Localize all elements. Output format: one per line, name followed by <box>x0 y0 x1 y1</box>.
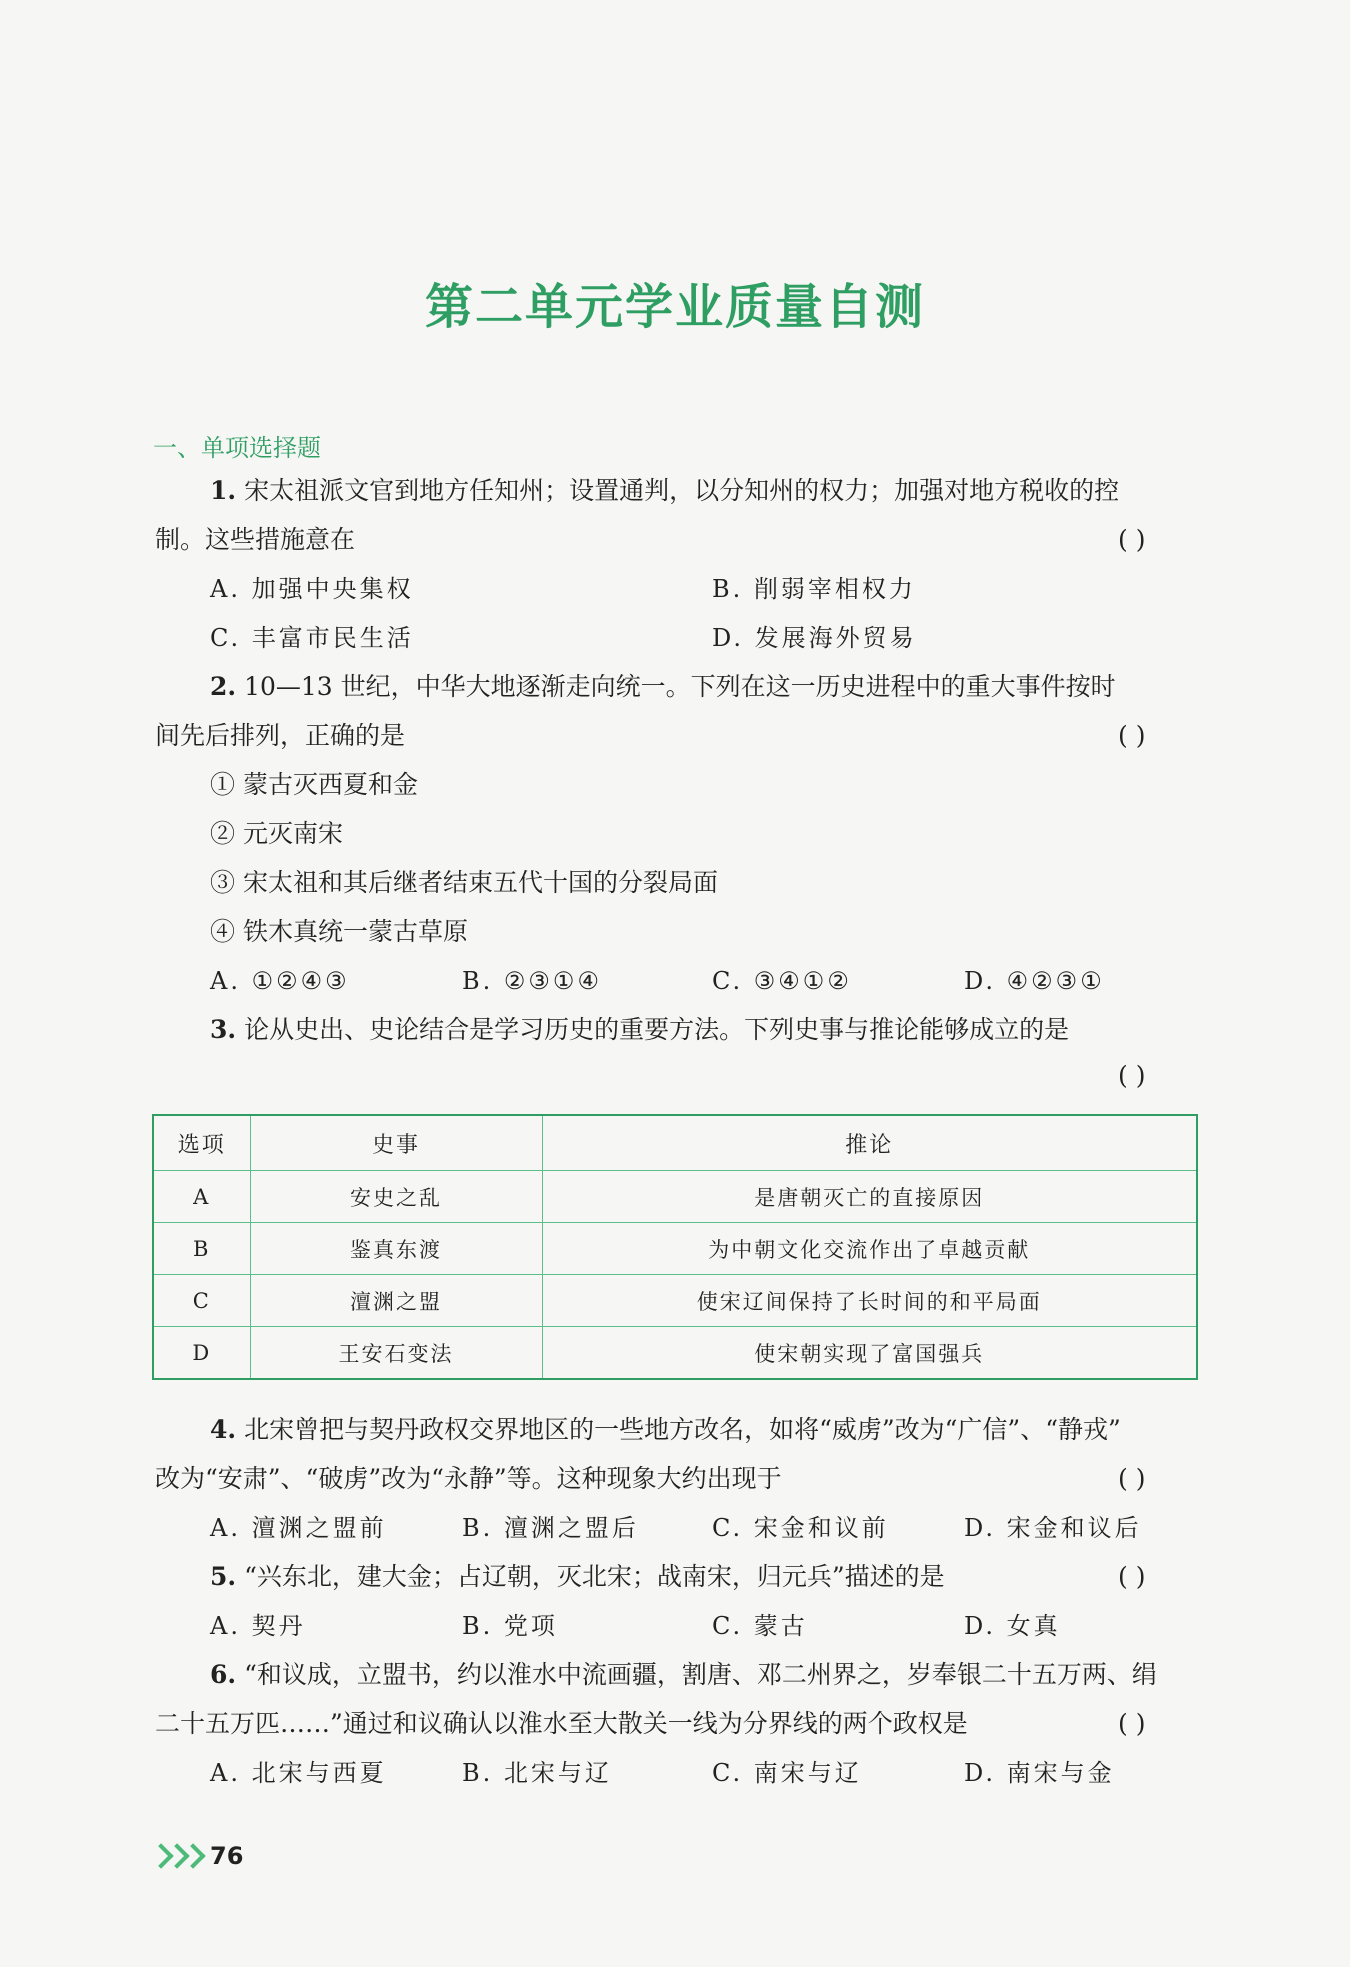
question-number: 5. <box>210 1562 237 1591</box>
option-c: C. 丰富市民生活 <box>210 624 414 652</box>
option-a: A. 加强中央集权 <box>210 575 414 603</box>
question-text: 宋太祖派文官到地方任知州；设置通判，以分知州的权力；加强对地方税收的控 <box>244 476 1120 505</box>
header-event: 史事 <box>250 1116 542 1171</box>
table <box>154 1116 1196 1378</box>
option-c: C. ③④①② <box>712 967 852 995</box>
header-option: 选项 <box>154 1116 250 1171</box>
cell-event: 澶渊之盟 <box>250 1275 542 1327</box>
page-number: 76 <box>210 1842 244 1870</box>
table-row <box>154 1223 1196 1275</box>
question-1-line-1 <box>210 474 1119 508</box>
question-4-line-2: 改为“安肃”、“破虏”改为“永静”等。这种现象大约出现于 <box>155 1464 782 1493</box>
question-number: 2. <box>210 672 237 701</box>
event-item-1: ① 蒙古灭西夏和金 <box>210 770 418 799</box>
question-6-line-1 <box>210 1658 1157 1692</box>
table-row <box>154 1171 1196 1223</box>
option-b: B. 澶渊之盟后 <box>462 1514 639 1542</box>
question-2-line-1 <box>210 670 1116 704</box>
option-b: B. 党项 <box>462 1612 558 1640</box>
history-table <box>152 1114 1198 1380</box>
event-item-3: ③ 宋太祖和其后继者结束五代十国的分裂局面 <box>210 868 718 897</box>
cell-event: 鉴真东渡 <box>250 1223 542 1275</box>
cell-option: B <box>154 1223 250 1275</box>
option-d: D. 南宋与金 <box>964 1759 1115 1787</box>
answer-paren: ( ) <box>1118 1464 1146 1493</box>
question-text: 10—13 世纪，中华大地逐渐走向统一。下列在这一历史进程中的重大事件按时 <box>244 672 1116 701</box>
table-row <box>154 1327 1196 1378</box>
option-a: A. ①②④③ <box>210 967 350 995</box>
answer-paren: ( ) <box>1118 1562 1146 1591</box>
cell-inference: 为中朝文化交流作出了卓越贡献 <box>542 1223 1196 1275</box>
table-row <box>154 1275 1196 1327</box>
answer-paren: ( ) <box>1118 721 1146 750</box>
option-a: A. 北宋与西夏 <box>210 1759 387 1787</box>
question-text: “和议成，立盟书，约以淮水中流画疆，割唐、邓二州界之，岁奉银二十五万两、绢 <box>244 1660 1157 1689</box>
question-2-line-2: 间先后排列，正确的是 <box>155 721 406 750</box>
cell-event: 安史之乱 <box>250 1171 542 1223</box>
question-number: 6. <box>210 1660 237 1689</box>
option-d: D. 女真 <box>964 1612 1061 1640</box>
option-b: B. 北宋与辽 <box>462 1759 612 1787</box>
table-header-row <box>154 1116 1196 1171</box>
section-heading: 一、单项选择题 <box>153 434 321 462</box>
event-item-2: ② 元灭南宋 <box>210 819 343 848</box>
cell-inference: 使宋朝实现了富国强兵 <box>542 1327 1196 1378</box>
cell-event: 王安石变法 <box>250 1327 542 1378</box>
question-5-line-1 <box>210 1560 945 1594</box>
question-6-line-2: 二十五万匹……”通过和议确认以淮水至大散关一线为分界线的两个政权是 <box>155 1709 968 1738</box>
cell-inference: 是唐朝灭亡的直接原因 <box>542 1171 1196 1223</box>
question-number: 4. <box>210 1415 237 1444</box>
answer-paren: ( ) <box>1118 1709 1146 1738</box>
question-number: 3. <box>210 1015 237 1044</box>
option-c: C. 宋金和议前 <box>712 1514 889 1542</box>
page-title: 第二单元学业质量自测 <box>424 279 925 335</box>
option-d: D. 发展海外贸易 <box>712 624 917 652</box>
option-a: A. 契丹 <box>210 1612 306 1640</box>
cell-option: D <box>154 1327 250 1378</box>
option-a: A. 澶渊之盟前 <box>210 1514 387 1542</box>
cell-inference: 使宋辽间保持了长时间的和平局面 <box>542 1275 1196 1327</box>
question-number: 1. <box>210 476 237 505</box>
option-d: D. ④②③① <box>964 967 1105 995</box>
answer-paren: ( ) <box>1118 1061 1146 1090</box>
option-b: B. ②③①④ <box>462 967 602 995</box>
event-item-4: ④ 铁木真统一蒙古草原 <box>210 917 468 946</box>
question-text: 北宋曾把与契丹政权交界地区的一些地方改名，如将“威虏”改为“广信”、“静戎” <box>244 1415 1121 1444</box>
option-c: C. 蒙古 <box>712 1612 808 1640</box>
question-text: 论从史出、史论结合是学习历史的重要方法。下列史事与推论能够成立的是 <box>244 1015 1070 1044</box>
page-footer <box>152 1842 243 1870</box>
cell-option: C <box>154 1275 250 1327</box>
option-b: B. 削弱宰相权力 <box>712 575 916 603</box>
cell-option: A <box>154 1171 250 1223</box>
answer-paren: ( ) <box>1118 525 1146 554</box>
question-3-line-1 <box>210 1013 1069 1047</box>
question-4-line-1 <box>210 1413 1121 1447</box>
option-c: C. 南宋与辽 <box>712 1759 862 1787</box>
chevron-right-icon <box>152 1847 200 1865</box>
header-inference: 推论 <box>542 1116 1196 1171</box>
question-text: “兴东北，建大金；占辽朝，灭北宋；战南宋，归元兵”描述的是 <box>244 1562 945 1591</box>
question-1-line-2: 制。这些措施意在 <box>155 525 356 554</box>
option-d: D. 宋金和议后 <box>964 1514 1142 1542</box>
